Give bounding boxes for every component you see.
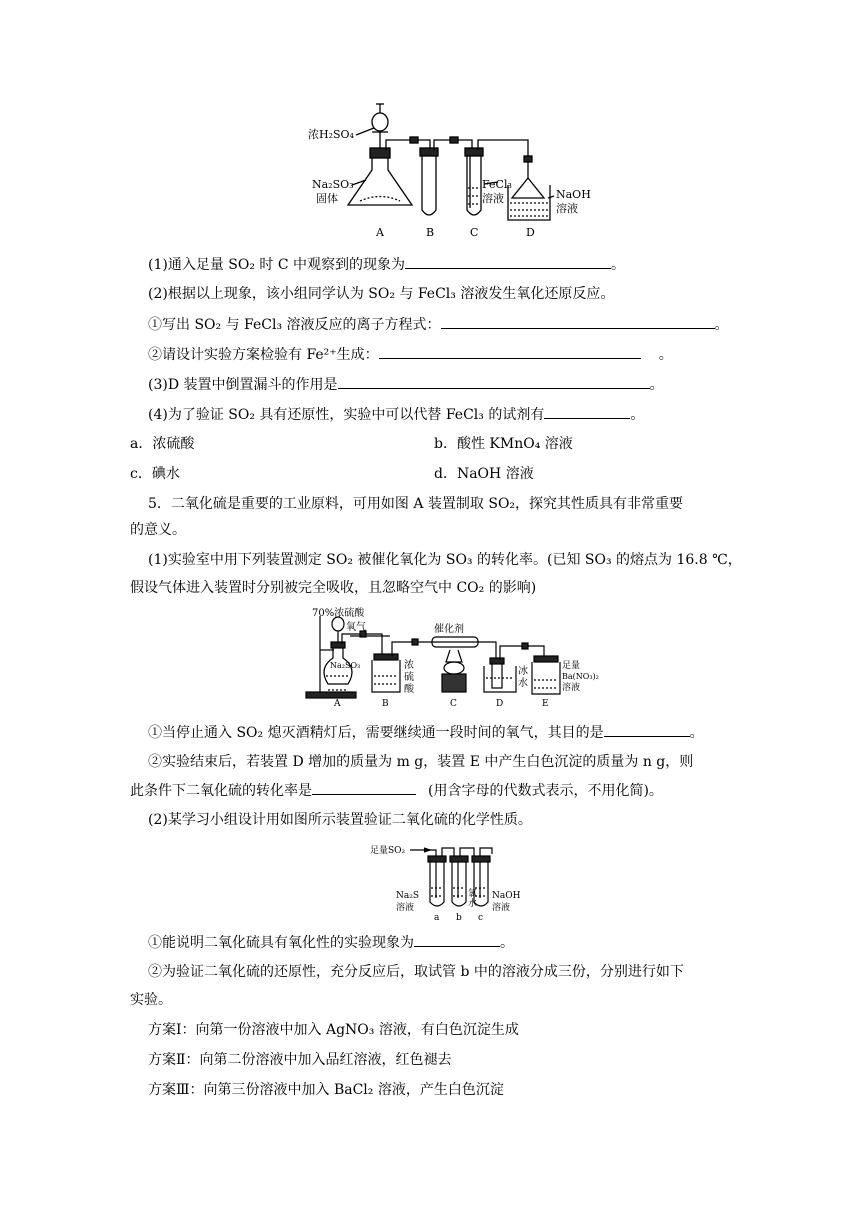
label-B: B: [426, 226, 435, 239]
answer-blank[interactable]: [544, 404, 630, 419]
apparatus-figure-1: [300, 100, 600, 242]
label-B: B: [382, 699, 389, 709]
q5-part1b-line1: ②实验结束后，若装置 D 增加的质量为 m g，装置 E 中产生白色沉淀的质量为 n g，则: [148, 754, 694, 770]
q5-part2: (2)某学习小组设计用如图所示装置验证二氧化硫的化学性质。: [148, 812, 532, 828]
label-naoh: NaOH: [492, 891, 521, 901]
option-a: a．浓硫酸: [130, 436, 195, 452]
label-b: b: [456, 913, 462, 923]
label-A: A: [334, 699, 341, 709]
label-fecl3: FeCl₃: [482, 178, 512, 191]
q5-part1a: ①当停止通入 SO₂ 熄灭酒精灯后，需要继续通一段时间的氧气，其目的是 。: [148, 722, 704, 743]
label-D: D: [526, 226, 535, 239]
label-ice: 冰: [518, 666, 528, 677]
label-naoh-solution: 溶液: [492, 903, 511, 913]
q4-part3: (3)D 装置中倒置漏斗的作用是 。: [148, 374, 664, 395]
q5-part1-line2: 假设气体进入装置时分别被完全吸收，且忽略空气中 CO₂ 的影响): [130, 580, 537, 596]
label-conc-h2so4: 浓H₂SO₄: [308, 128, 354, 141]
option-d: d．NaOH 溶液: [434, 466, 534, 482]
label-conc-1: 浓: [404, 660, 414, 671]
q4-part2a: ①写出 SO₂ 与 FeCl₃ 溶液反应的离子方程式： 。: [148, 314, 729, 335]
label-naoh: NaOH: [556, 188, 591, 201]
answer-blank[interactable]: [405, 254, 611, 269]
q5-part2a: ①能说明二氧化硫具有氧化性的实验现象为 。: [148, 932, 514, 953]
q4-part4: (4)为了验证 SO₂ 具有还原性，实验中可以代替 FeCl₃ 的试剂有 。: [148, 404, 644, 425]
label-na2s: Na₂S: [396, 891, 420, 901]
label-C: C: [470, 226, 479, 239]
label-catalyst: 催化剂: [434, 624, 464, 635]
q5-intro-line1: 5．二氧化硫是重要的工业原料，可用如图 A 装置制取 SO₂，探究其性质具有非常重要: [148, 496, 684, 512]
plan-2: 方案Ⅱ：向第二份溶液中加入品红溶液，红色褪去: [148, 1052, 452, 1068]
label-na2so3: Na₂SO₃: [312, 178, 354, 191]
q5-part1-line1: (1)实验室中用下列装置测定 SO₂ 被催化氧化为 SO₃ 的转化率。(已知 SO₃ 的熔点为 16.8 ℃，: [148, 552, 742, 568]
label-solid: 固体: [316, 192, 338, 205]
q4-part2: (2)根据以上现象，该小组同学认为 SO₂ 与 FeCl₃ 溶液发生氧化还原反应。: [148, 286, 615, 302]
label-fecl3-solution: 溶液: [482, 192, 504, 205]
plan-1: 方案Ⅰ：向第一份溶液中加入 AgNO₃ 溶液，有白色沉淀生成: [148, 1022, 519, 1038]
answer-blank[interactable]: [414, 932, 500, 947]
answer-blank[interactable]: [312, 780, 416, 795]
label-70-acid: 70%浓硫酸: [312, 608, 365, 619]
q4-part1: (1)通入足量 SO₂ 时 C 中观察到的现象为 。: [148, 254, 625, 275]
answer-blank[interactable]: [338, 374, 650, 389]
label-D: D: [496, 699, 504, 709]
label-E: E: [542, 699, 549, 709]
label-na2s-solution: 溶液: [396, 903, 415, 913]
label-solution-e: 溶液: [562, 683, 581, 693]
label-chlorine: 氯: [468, 889, 478, 899]
q5-part2b-line1: ②为验证二氧化硫的还原性，充分反应后，取试管 b 中的溶液分成三份，分别进行如下: [148, 964, 684, 980]
answer-blank[interactable]: [604, 722, 690, 737]
answer-blank[interactable]: [379, 344, 641, 359]
label-excess-so2: 足量SO₂: [370, 846, 406, 856]
apparatus-figure-2: [300, 606, 599, 710]
q5-intro-line2: 的意义。: [130, 522, 186, 538]
label-bano3: Ba(NO₃)₂: [562, 672, 599, 681]
label-naoh-solution: 溶液: [556, 202, 578, 215]
label-A: A: [376, 226, 384, 239]
label-c: c: [478, 913, 484, 923]
plan-3: 方案Ⅲ：向第三份溶液中加入 BaCl₂ 溶液，产生白色沉淀: [148, 1082, 504, 1098]
q5-part2b-line2: 实验。: [130, 992, 172, 1008]
label-oxygen: 氧气: [346, 622, 366, 633]
option-b: b．酸性 KMnO₄ 溶液: [434, 436, 573, 452]
answer-blank[interactable]: [441, 314, 715, 329]
q5-part1b-line2: 此条件下二氧化硫的转化率是 (用含字母的代数式表示，不用化简)。: [130, 780, 663, 801]
apparatus-figure-3: [364, 838, 534, 924]
label-na2so3: Na₂SO₃: [330, 661, 361, 670]
label-excess-e: 足量: [562, 661, 581, 671]
option-c: c．碘水: [130, 466, 180, 482]
label-C: C: [450, 699, 457, 709]
label-water: 水: [518, 678, 528, 689]
label-conc-2: 硫: [404, 672, 414, 683]
label-conc-3: 酸: [404, 684, 414, 695]
q4-part2b: ②请设计实验方案检验有 Fe²⁺生成： 。: [148, 344, 673, 365]
label-chlorine-water: 水: [468, 899, 478, 909]
label-a: a: [434, 913, 440, 923]
